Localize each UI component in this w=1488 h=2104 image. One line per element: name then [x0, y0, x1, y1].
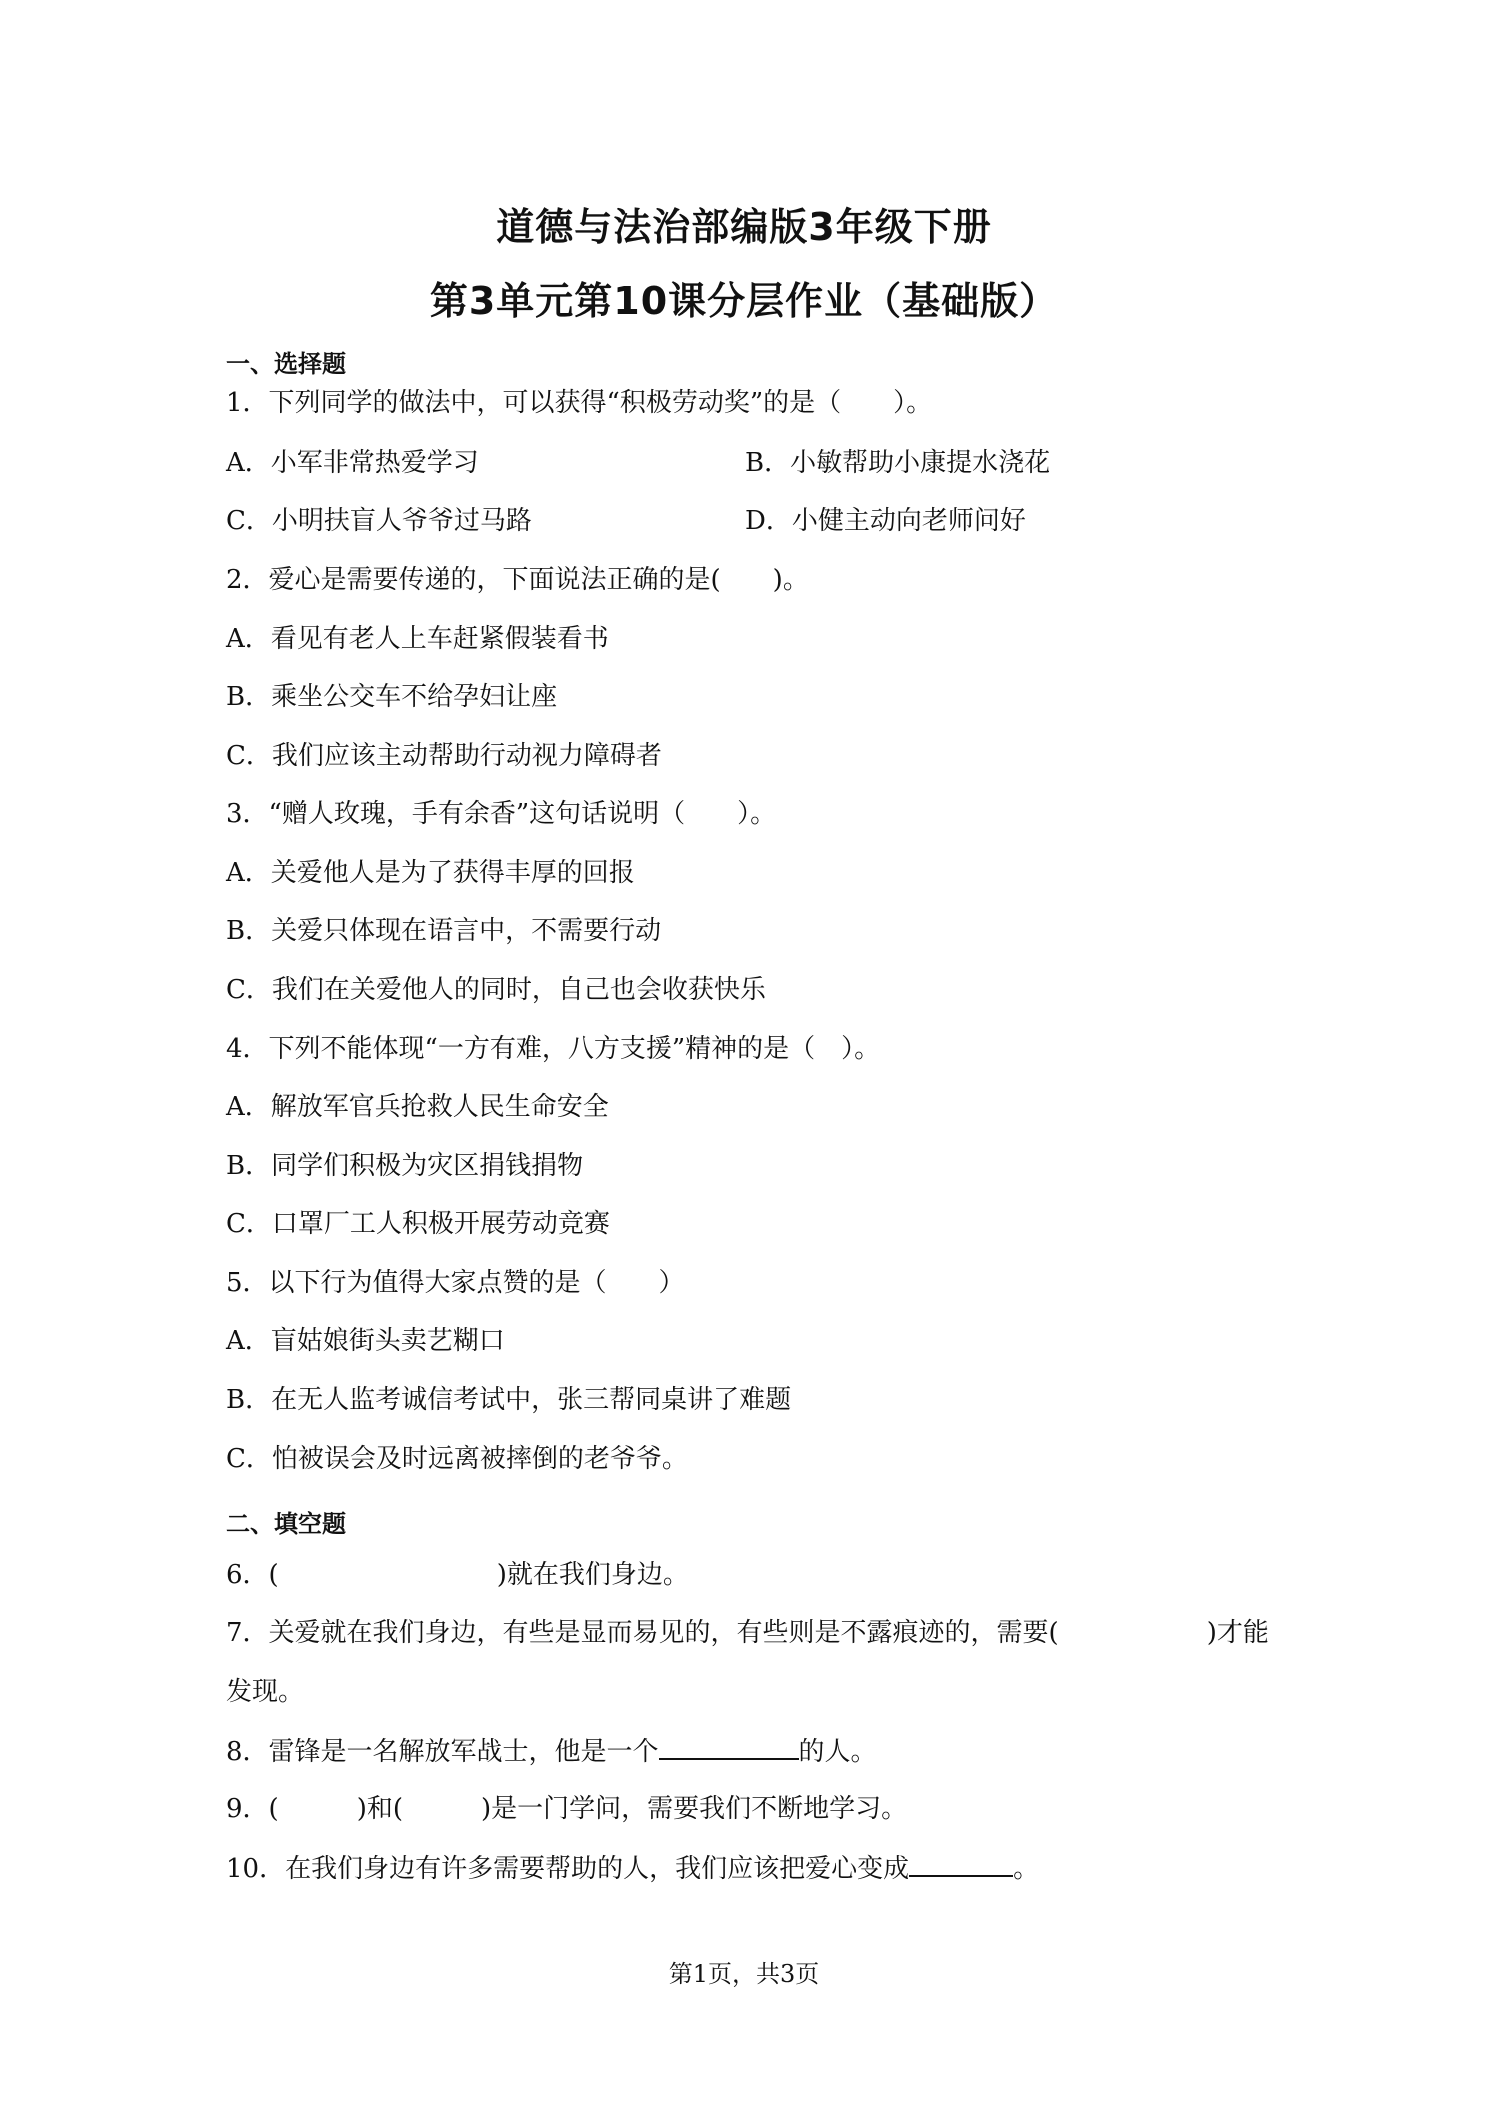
question-9-pre: 9．(: [226, 1794, 279, 1824]
question-7-pre: 7．关爱就在我们身边，有些是显而易见的，有些则是不露痕迹的，需要(: [226, 1618, 1059, 1648]
question-7: [226, 1616, 1269, 1650]
question-3-option-b: B．关爱只体现在语言中，不需要行动: [226, 916, 662, 946]
section-heading-fill: 二、填空题: [226, 1510, 346, 1538]
question-2-option-c: C．我们应该主动帮助行动视力障碍者: [226, 741, 662, 771]
question-10-post: 。: [1013, 1854, 1040, 1884]
question-3-stem: 3．“赠人玫瑰，手有余香”这句话说明（ ）。: [226, 799, 777, 829]
question-5-option-b: B．在无人监考诚信考试中，张三帮同桌讲了难题: [226, 1385, 792, 1415]
question-10-blank[interactable]: [909, 1851, 1013, 1877]
question-9-mid: )和(: [356, 1794, 403, 1824]
question-8: [226, 1734, 877, 1769]
question-5-option-a: A．盲姑娘街头卖艺糊口: [226, 1326, 505, 1356]
page-footer: 第1页，共3页: [668, 1960, 820, 1988]
question-6-post: )就在我们身边。: [496, 1560, 689, 1590]
question-4-option-b: B．同学们积极为灾区捐钱捐物: [226, 1151, 584, 1181]
question-9: [226, 1792, 907, 1826]
section-heading-choice: 一、选择题: [226, 350, 346, 378]
question-1-stem: 1．下列同学的做法中，可以获得“积极劳动奖”的是（ ）。: [226, 388, 933, 418]
question-10-pre: 10．在我们身边有许多需要帮助的人，我们应该把爱心变成: [226, 1854, 910, 1884]
question-4-stem: 4．下列不能体现“一方有难，八方支援”精神的是（ ）。: [226, 1034, 881, 1064]
question-1-option-b: B．小敏帮助小康提水浇花: [745, 448, 1051, 478]
question-1-option-a: A．小军非常热爱学习: [226, 448, 479, 478]
question-2-stem: 2．爱心是需要传递的，下面说法正确的是( )。: [226, 565, 809, 595]
question-7-post: )才能: [1206, 1618, 1269, 1648]
question-7-line2: 发现。: [226, 1677, 305, 1707]
question-1-option-c: C．小明扶盲人爷爷过马路: [226, 506, 532, 536]
question-1-option-d: D．小健主动向老师问好: [745, 506, 1026, 536]
question-3-option-c: C．我们在关爱他人的同时，自己也会收获快乐: [226, 975, 766, 1005]
question-8-blank[interactable]: [659, 1734, 799, 1760]
question-5-stem: 5．以下行为值得大家点赞的是（ ）: [226, 1268, 685, 1298]
question-6: [226, 1558, 689, 1592]
question-8-post: 的人。: [798, 1737, 877, 1767]
question-5-option-c: C．怕被误会及时远离被摔倒的老爷爷。: [226, 1444, 688, 1474]
document-subtitle: 第3单元第10课分层作业（基础版）: [429, 279, 1059, 323]
question-3-option-a: A．关爱他人是为了获得丰厚的回报: [226, 858, 635, 888]
question-4-option-c: C．口罩厂工人积极开展劳动竞赛: [226, 1209, 610, 1239]
document-title: 道德与法治部编版3年级下册: [496, 205, 992, 249]
question-4-option-a: A．解放军官兵抢救人民生命安全: [226, 1092, 609, 1122]
question-2-option-b: B．乘坐公交车不给孕妇让座: [226, 682, 558, 712]
question-2-option-a: A．看见有老人上车赶紧假装看书: [226, 624, 609, 654]
question-10: [226, 1851, 1039, 1886]
question-6-pre: 6．(: [226, 1560, 279, 1590]
question-9-post: )是一门学问，需要我们不断地学习。: [480, 1794, 908, 1824]
question-8-pre: 8．雷锋是一名解放军战士，他是一个: [226, 1737, 659, 1767]
